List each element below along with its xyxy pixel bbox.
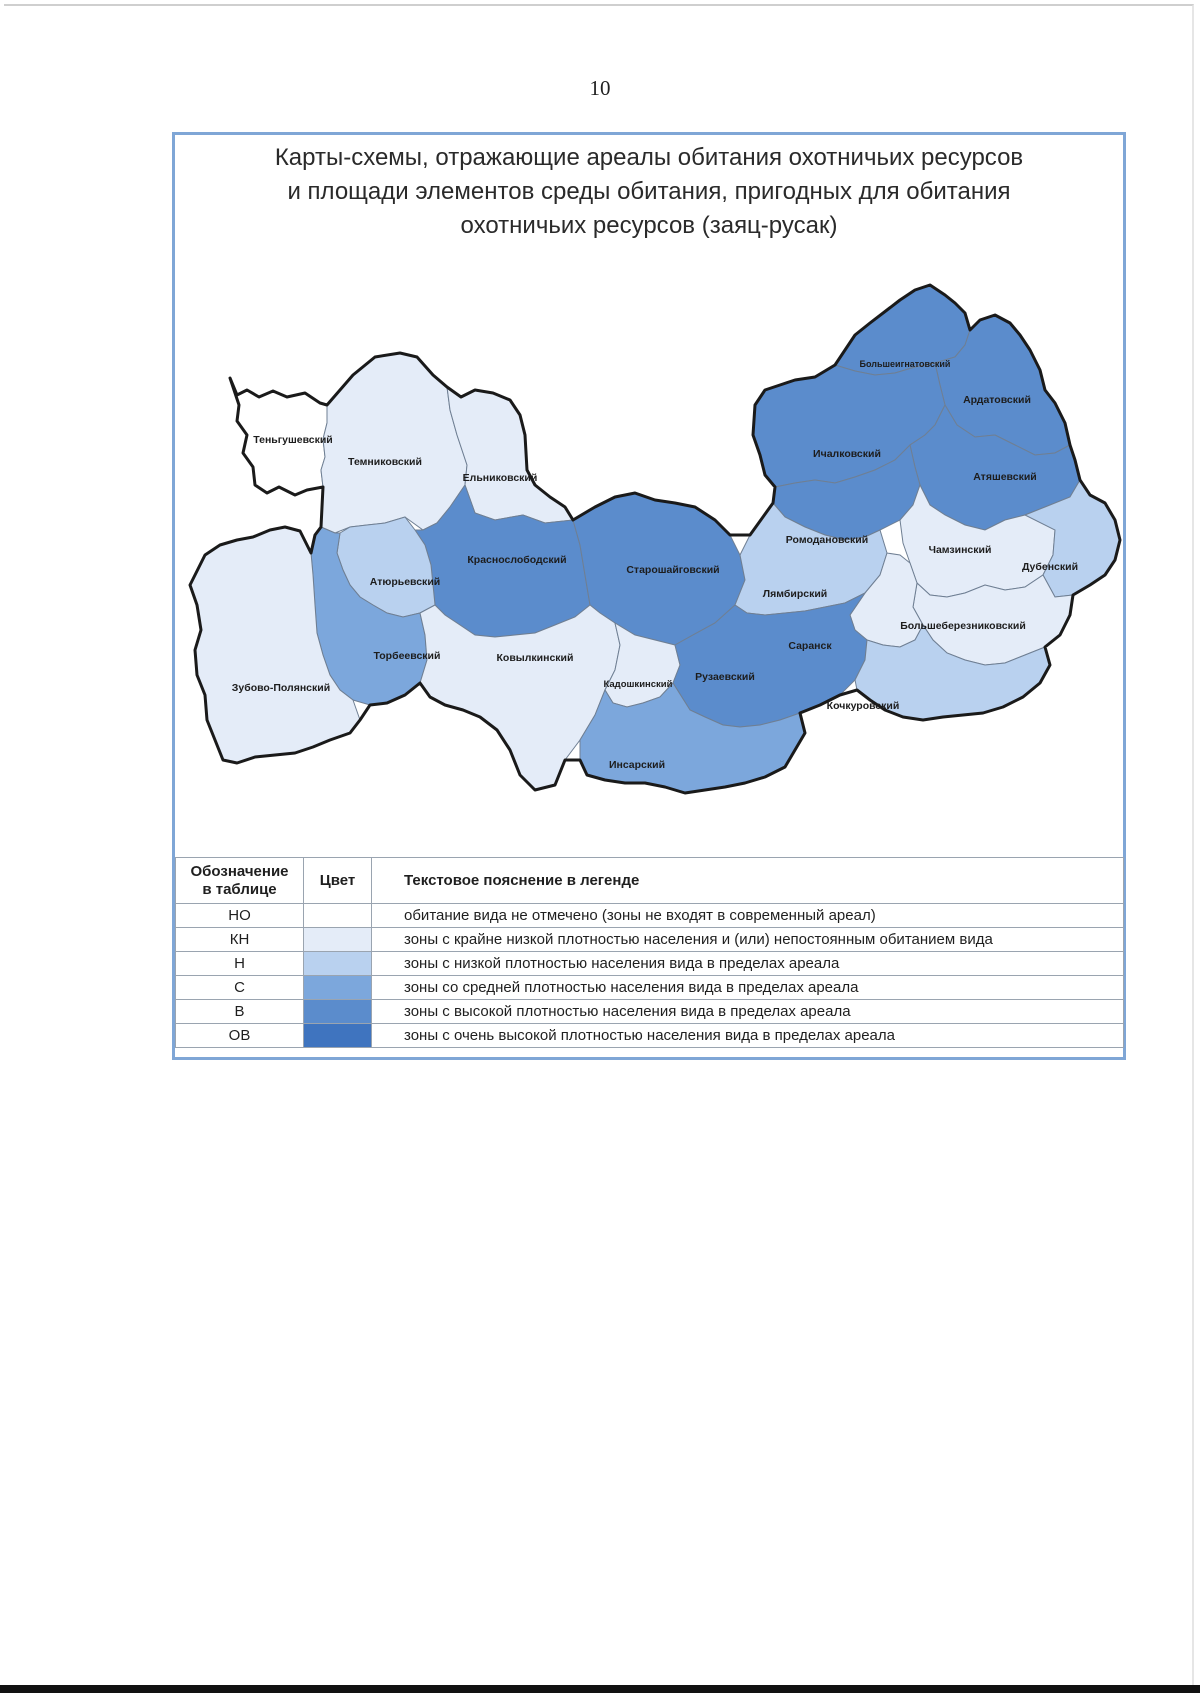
figure-frame — [172, 132, 1126, 1060]
label-atyashevsky: Атяшевский — [973, 471, 1037, 483]
legend-code: С — [176, 976, 304, 1000]
label-torbeevsky: Торбеевский — [373, 650, 441, 662]
label-bolsheberezn: Большеберезниковский — [900, 620, 1026, 632]
label-tengushevsky: Теньгушевский — [253, 434, 333, 446]
label-chamzinsky: Чамзинский — [928, 544, 992, 556]
label-krasnoslobodsky: Краснослободский — [467, 554, 567, 566]
scan-bottom-edge — [0, 1685, 1200, 1693]
legend-text: зоны с высокой плотностью населения вида в пределах ареала — [372, 1000, 1124, 1024]
legend-color-cell — [304, 952, 372, 976]
legend-row — [176, 928, 1124, 952]
label-bolsheignatovsky: Большеигнатовский — [859, 359, 951, 369]
legend-text: зоны со средней плотностью населения вида в пределах ареала — [372, 976, 1124, 1000]
region-map — [175, 135, 1123, 835]
legend-swatch — [304, 976, 371, 999]
label-ichalkovsky: Ичалковский — [813, 448, 881, 460]
legend-color-cell — [304, 976, 372, 1000]
label-ruzaevsky: Рузаевский — [695, 671, 755, 683]
legend-text: зоны с крайне низкой плотностью населения и (или) непостоянным обитанием вида — [372, 928, 1124, 952]
label-starshaigovsky: Старошайговский — [626, 564, 720, 576]
district-temnikovsky — [321, 353, 467, 533]
legend-code: В — [176, 1000, 304, 1024]
title-line-1: Карты-схемы, отражающие ареалы обитания охотничьих ресурсов — [274, 144, 1024, 171]
legend-swatch — [304, 1000, 371, 1023]
legend-row — [176, 976, 1124, 1000]
legend-color-cell — [304, 904, 372, 928]
legend-row — [176, 952, 1124, 976]
legend-swatch — [304, 1024, 371, 1047]
legend-code: КН — [176, 928, 304, 952]
title-line-2: и площади элементов среды обитания, пригодных для обитания — [287, 178, 1011, 205]
label-atyurevsky: Атюрьевский — [369, 576, 441, 588]
legend-code: НО — [176, 904, 304, 928]
legend-color-cell — [304, 928, 372, 952]
page-number: 10 — [589, 76, 611, 100]
legend-color-cell — [304, 1024, 372, 1048]
legend-swatch — [304, 928, 371, 951]
legend-text: зоны с очень высокой плотностью населения вида в пределах ареала — [372, 1024, 1124, 1048]
legend-row — [176, 904, 1124, 928]
legend-text: обитание вида не отмечено (зоны не входят в современный ареал) — [372, 904, 1124, 928]
label-romodanovsky: Ромодановский — [785, 534, 869, 546]
label-ardatovsky: Ардатовский — [963, 394, 1031, 406]
legend-header-text: Текстовое пояснение в легенде — [372, 858, 1124, 904]
title-line-3: охотничьих ресурсов (заяц-русак) — [460, 212, 838, 239]
label-insarsky: Инсарский — [608, 759, 666, 771]
label-kadoshkinsky: Кадошкинский — [603, 679, 673, 690]
legend-row — [176, 1000, 1124, 1024]
label-temnikovsky: Темниковский — [348, 456, 422, 468]
label-lyambirsky: Лямбирский — [762, 588, 828, 600]
legend-swatch — [304, 952, 371, 975]
legend-text: зоны с низкой плотностью населения вида в пределах ареала — [372, 952, 1124, 976]
legend-header-color: Цвет — [304, 858, 372, 904]
label-dubensky: Дубенский — [1021, 561, 1079, 573]
label-elnikovsky: Ельниковский — [462, 472, 538, 484]
legend-color-cell — [304, 1000, 372, 1024]
legend-code: ОВ — [176, 1024, 304, 1048]
label-zubovo: Зубово-Полянский — [231, 682, 331, 694]
label-kovylkinsky: Ковылкинский — [496, 652, 574, 664]
legend-code: Н — [176, 952, 304, 976]
legend-table — [175, 857, 1124, 1048]
legend-swatch — [304, 904, 371, 927]
legend-header-row — [176, 858, 1124, 904]
label-kochkurovsky: Кочкуровский — [826, 700, 900, 712]
legend-header-code: Обозначение в таблице — [176, 858, 304, 904]
label-saransk: Саранск — [788, 640, 832, 652]
legend-row — [176, 1024, 1124, 1048]
